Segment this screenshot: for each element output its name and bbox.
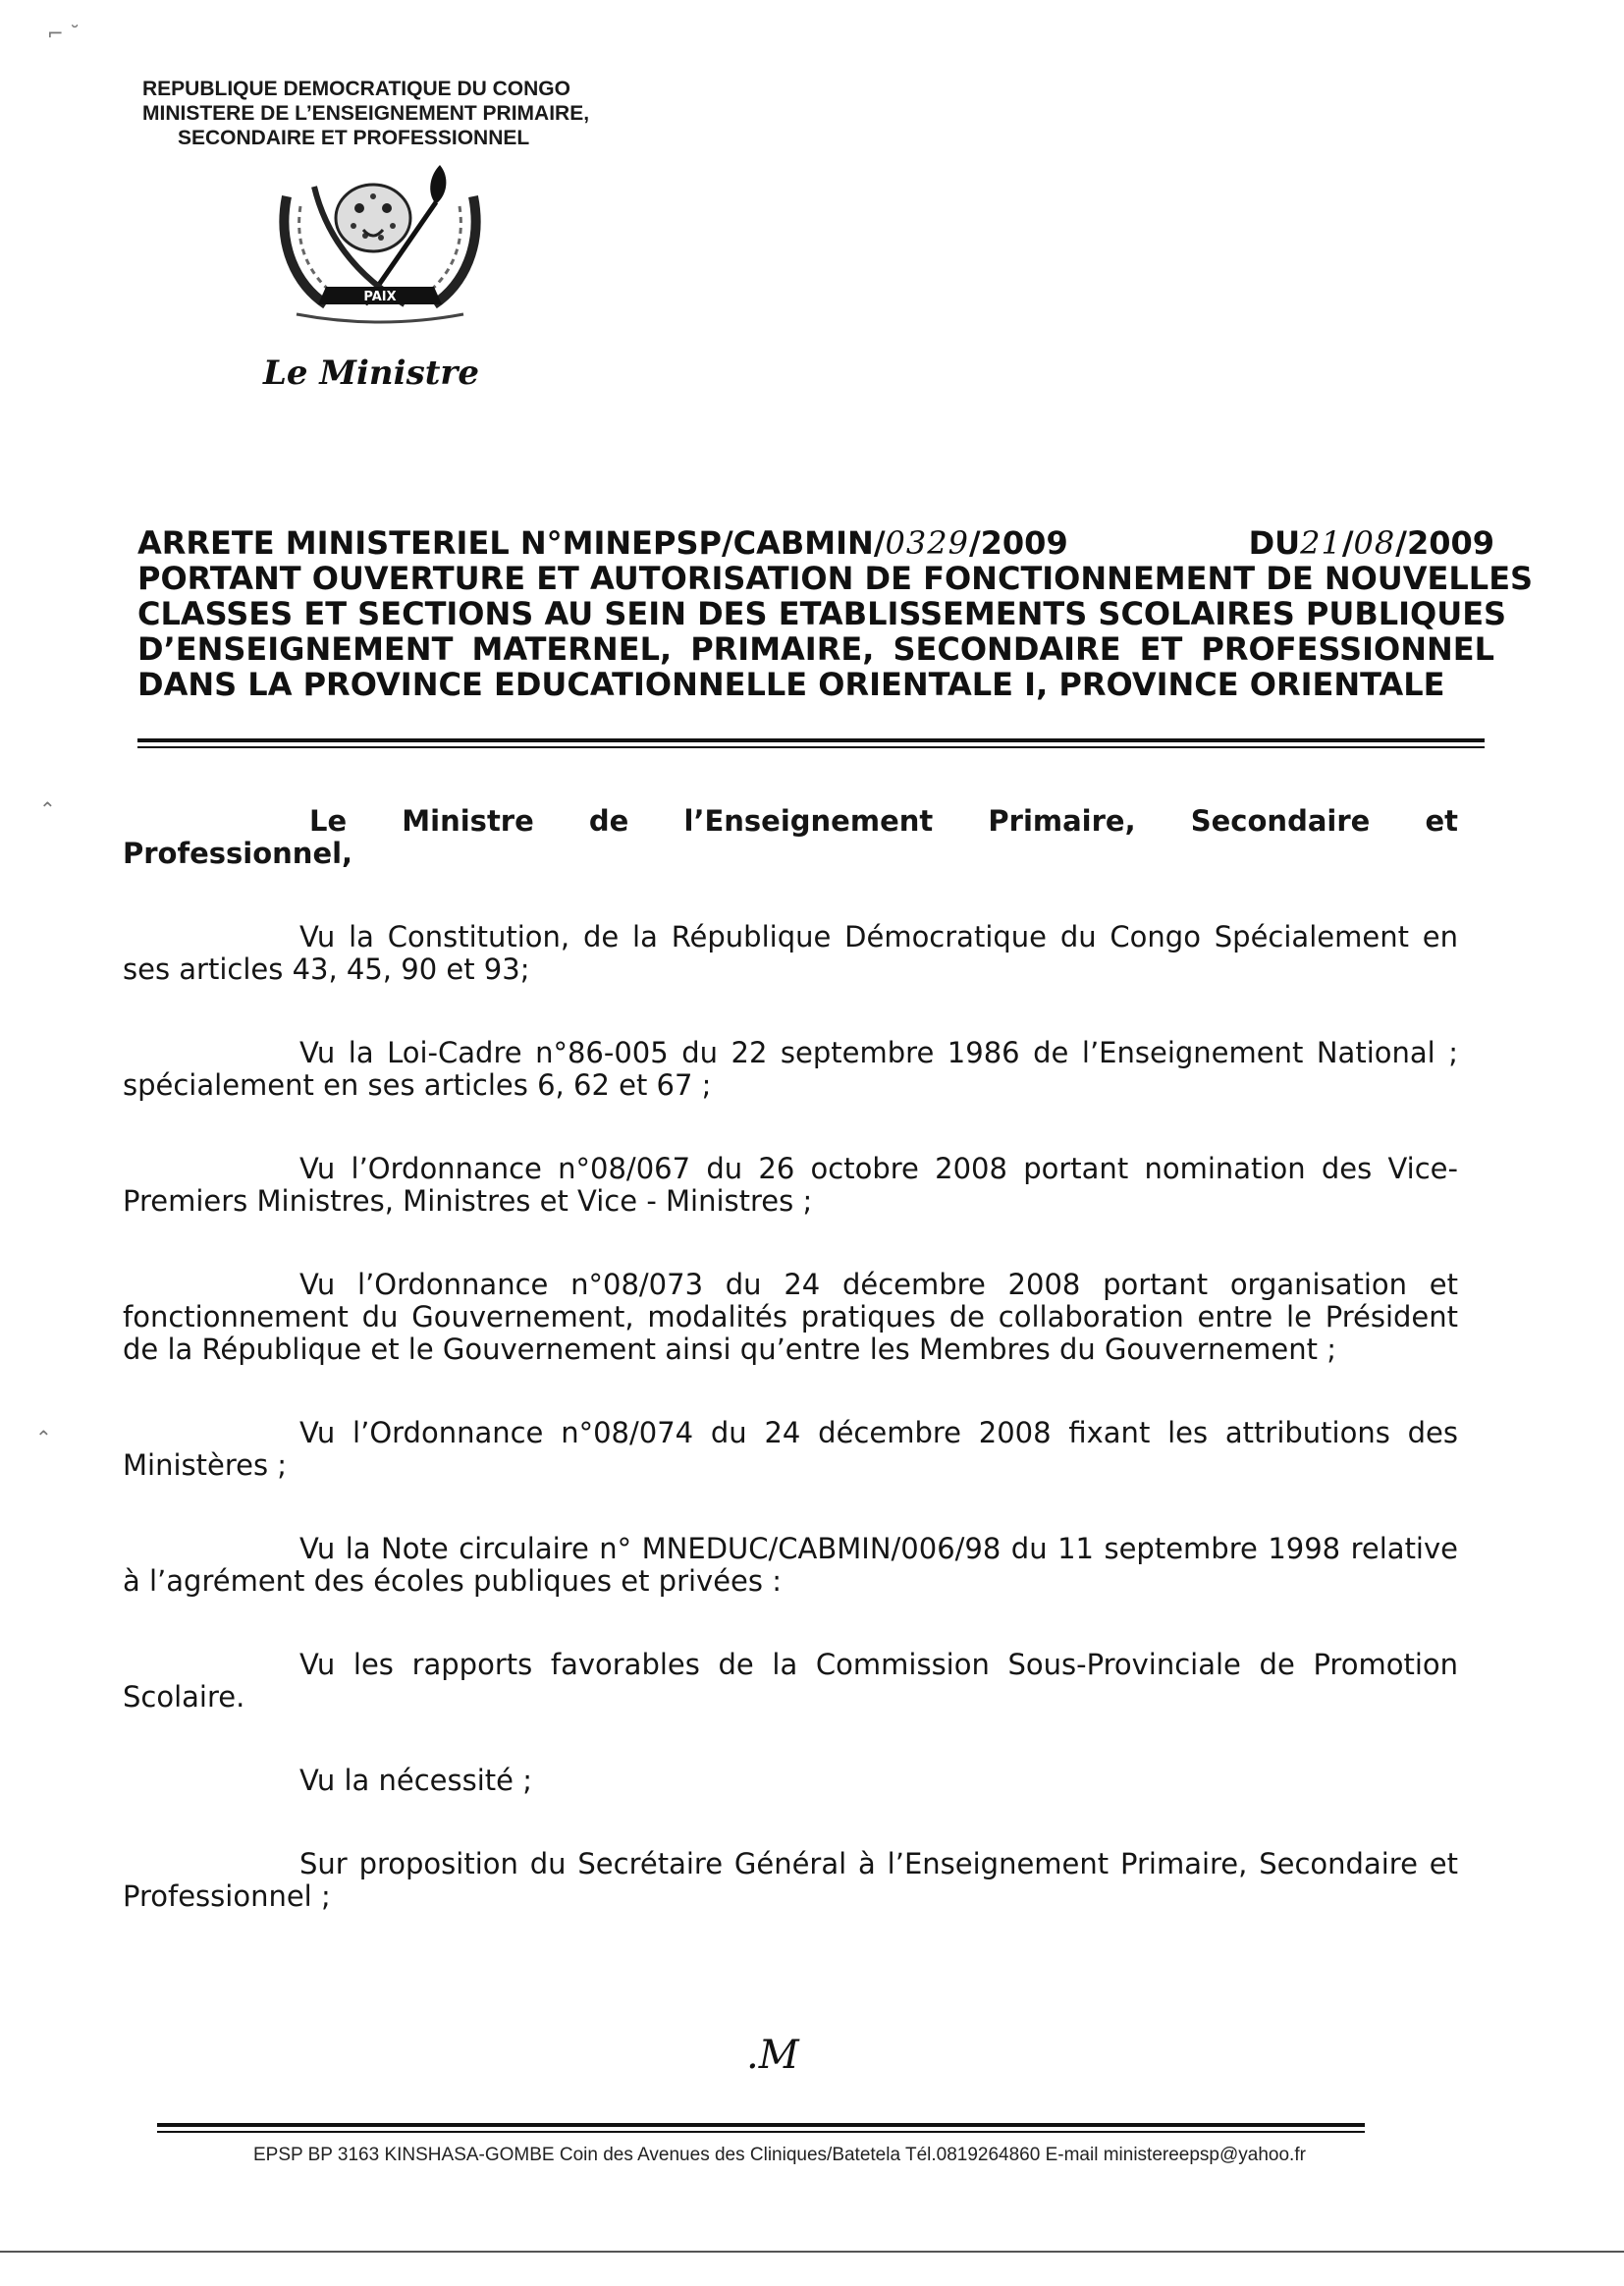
ministry-name-line1: MINISTERE DE L’ENSEIGNEMENT PRIMAIRE, — [142, 102, 590, 125]
ministry-name-line2: SECONDAIRE ET PROFESSIONNEL — [178, 127, 530, 149]
recital-text: Sur proposition du Secrétaire Général à l’Enseignement Primaire, Secondaire et Professionnel ; — [123, 1847, 1458, 1913]
intro-statement — [123, 805, 1458, 870]
decree-ref-group — [137, 525, 1068, 561]
recital-text: Vu les rapports favorables de la Commission Sous-Provinciale de Promotion Scolaire. — [123, 1648, 1458, 1714]
recital-text: Vu l’Ordonnance n°08/074 du 24 décembre 2008 fixant les attributions des Ministères ; — [123, 1416, 1458, 1482]
letterhead — [142, 77, 771, 150]
decree-date-year: /2009 — [1395, 524, 1494, 562]
decree-date-group: DU21/08/2009 — [1248, 524, 1494, 562]
country-name: REPUBLIQUE DEMOCRATIQUE DU CONGO — [142, 78, 570, 100]
decree-title — [137, 524, 1534, 703]
recital-text: Vu l’Ordonnance n°08/073 du 24 décembre 2008 portant organisation et fonctionnement du Gouvernement, modalités pratiques de collaboration entre le Président de la République et le Gouvernement ainsi qu’entre les Membres du Gouvernement ; — [123, 1268, 1458, 1366]
decree-date-month: 08 — [1353, 524, 1396, 562]
recital-text: Vu la nécessité ; — [299, 1764, 532, 1797]
emblem-motto: PAIX — [363, 290, 397, 304]
title-divider — [137, 738, 1485, 742]
decree-reference — [137, 525, 1494, 561]
intro-line: Le Ministre de l’Enseignement Primaire, Secondaire et — [309, 804, 1458, 838]
recital-text: Vu la Note circulaire n° MNEDUC/CABMIN/006/98 du 11 septembre 1998 relative à l’agrément des écoles publiques et privées : — [123, 1532, 1458, 1598]
document-body — [123, 805, 1458, 1964]
minister-title: Le Ministre — [263, 354, 479, 393]
scan-artifact: ⌐ ˘ — [47, 22, 81, 45]
recital-text: Vu la Loi-Cadre n°86-005 du 22 septembre 1986 de l’Enseignement National ; spécialement en ses articles 6, 62 et 67 ; — [123, 1036, 1458, 1102]
decree-date-prefix: DU — [1248, 524, 1301, 562]
footer-address: EPSP BP 3163 KINSHASA-GOMBE Coin des Avenues des Cliniques/Batetela Tél.0819264860 E-mail ministereepsp@yahoo.fr — [253, 2145, 1306, 2165]
decree-ref-number: 0329 — [885, 524, 969, 562]
title-divider — [137, 746, 1485, 748]
handwritten-initials: .M — [746, 2033, 799, 2078]
scan-artifact: ⌃ — [35, 1426, 52, 1449]
recital-text: Vu la Constitution, de la République Démocratique du Congo Spécialement en ses articles 43, 45, 90 et 93; — [123, 920, 1458, 986]
title-line: PORTANT OUVERTURE ET AUTORISATION DE FONCTIONNEMENT DE NOUVELLES — [137, 560, 1534, 597]
recital-paragraph — [123, 1649, 1458, 1714]
scan-artifact: ⌃ — [39, 797, 56, 821]
title-line: DANS LA PROVINCE EDUCATIONNELLE ORIENTALE I, PROVINCE ORIENTALE — [137, 666, 1445, 703]
recital-paragraph — [123, 1765, 1458, 1797]
decree-date-day: 21 — [1300, 524, 1342, 562]
title-line: D’ENSEIGNEMENT MATERNEL, PRIMAIRE, SECONDAIRE ET PROFESSIONNEL — [137, 630, 1494, 668]
national-emblem-icon — [257, 157, 503, 334]
recital-paragraph — [123, 1037, 1458, 1102]
page-edge-line — [0, 2251, 1624, 2253]
decree-ref-prefix: ARRETE MINISTERIEL N°MINEPSP/CABMIN/ — [137, 524, 886, 562]
decree-ref-year: /2009 — [968, 524, 1068, 562]
recital-paragraph — [123, 1153, 1458, 1218]
recital-paragraph — [123, 1417, 1458, 1482]
footer-divider — [157, 2123, 1365, 2127]
recital-paragraph — [123, 921, 1458, 986]
intro-line: Professionnel, — [123, 837, 353, 870]
recital-paragraph — [123, 1533, 1458, 1598]
footer-divider — [157, 2131, 1365, 2133]
recital-paragraph — [123, 1269, 1458, 1366]
title-line: CLASSES ET SECTIONS AU SEIN DES ETABLISSEMENTS SCOLAIRES PUBLIQUES — [137, 595, 1507, 632]
recital-paragraph — [123, 1848, 1458, 1913]
recital-text: Vu l’Ordonnance n°08/067 du 26 octobre 2008 portant nomination des Vice-Premiers Ministres, Ministres et Vice - Ministres ; — [123, 1152, 1458, 1218]
